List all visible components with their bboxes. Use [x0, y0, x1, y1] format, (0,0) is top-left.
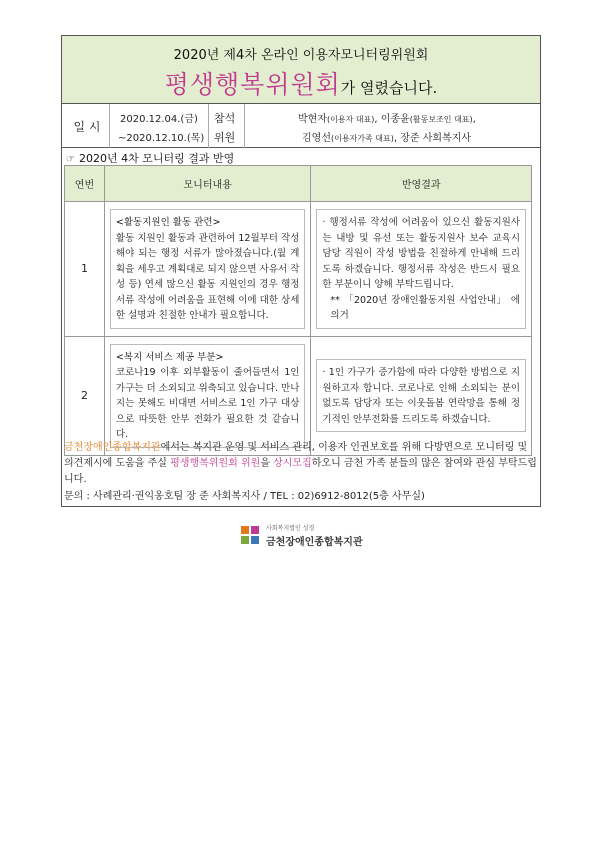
- table-row: [65, 336, 532, 455]
- attendee-name: , 이종윤: [374, 114, 410, 125]
- results-heading: [66, 150, 234, 166]
- monitor-content-box: [110, 344, 306, 448]
- attend-label-2: 위원: [214, 131, 236, 144]
- welfare-center-logo-icon: [240, 525, 260, 545]
- recruit-highlight: 상시모집: [273, 458, 312, 469]
- divider: [244, 104, 245, 148]
- monitor-content-box: [110, 209, 306, 329]
- logo-subtitle: 사회복지법인 성경: [266, 525, 315, 532]
- contact-info: 문의 : 사례관리·권익옹호팀 장 준 사회복지사 / TEL : 02)6912-8012(5층 사무실): [64, 491, 425, 502]
- attendee-name: 박현자: [298, 114, 327, 125]
- meeting-info: [62, 104, 540, 148]
- result-box: [316, 209, 526, 329]
- attendee-role: (이용자가족 대표): [330, 134, 394, 143]
- committee-highlight: 평생행복위원회 위원: [170, 458, 261, 469]
- notice-text: 에서는 복지관 운영 및 서비스 관리, 이용자 인권보호를 위해 다방면으로 모니터링 및 의견제시에 도움을 주실: [64, 442, 528, 469]
- column-header-result: 반영결과: [311, 166, 532, 202]
- recruit-notice: [64, 440, 538, 488]
- table-header-row: [65, 166, 532, 202]
- monitor-content-heading: <복지 서비스 제공 부분>: [115, 351, 224, 363]
- logo-name: 금천장애인종합복지관: [266, 537, 363, 548]
- separator: ,: [472, 114, 476, 125]
- monitor-content-cell: [104, 336, 311, 455]
- result-text: · 1인 가구가 증가함에 따라 다양한 방법으로 지원하고자 합니다. 코로나로 인해 소외되는 분이 없도록 담당자 또는 이웃돌봄 연락망을 통해 정기적인 안부전화를 드리도록 하겠습니다.: [322, 367, 520, 425]
- result-box: [316, 359, 526, 432]
- monitor-content-cell: [104, 202, 311, 337]
- notice-text: 을: [260, 458, 274, 469]
- attend-label-1: 참석: [214, 112, 236, 125]
- attendee-name: 김영선: [302, 133, 331, 144]
- footer-notice: [64, 440, 538, 505]
- result-cell: [311, 202, 532, 337]
- column-header-content: 모니터내용: [104, 166, 311, 202]
- pointing-hand-icon: ☞: [66, 154, 75, 165]
- date-start: 2020.12.04.(금): [120, 114, 198, 125]
- divider: [208, 104, 209, 148]
- results-table: [64, 165, 532, 456]
- results-heading-text: 2020년 4차 모니터링 결과 반영: [78, 152, 235, 165]
- result-text: · 행정서류 작성에 어려움이 있으신 활동지원사는 내방 및 유선 또는 활동지원사 보수 교육시 담당 직원이 작성 방법을 친절하게 안내해 드리도록 하겠습니다. 행정서류 작성은 반드시 필요한 부분이니 양해 부탁드립니다.: [322, 217, 520, 290]
- attendees-line-1: [298, 110, 476, 125]
- attendee-name: , 장준 사회복지사: [393, 133, 472, 144]
- title-banner: [62, 36, 540, 104]
- result-cell: [311, 336, 532, 455]
- attendee-role: (이용자 대표): [326, 115, 375, 124]
- date-label: 일 시: [73, 120, 101, 134]
- monitor-content-text: 활동 지원인 활동과 관련하여 12월부터 작성해야 되는 행정 서류가 많아졌습니다.(월 계획을 세우고 계획대로 되지 않으면 사유서 작성 등) 연세 많으신 활동 지원인의 경우 행정서류 작성에 어려움을 표현해 이에 대한 상세한 설명과 친절한 안내가 필요합니다.: [115, 232, 300, 321]
- monitor-content-heading: <활동지원인 활동 관련>: [115, 217, 221, 228]
- column-header-num: 연번: [65, 166, 105, 202]
- attendee-role: (활동보조인 대표): [409, 115, 473, 124]
- row-number: 1: [65, 202, 105, 337]
- title-subheading: 2020년 제4차 온라인 이용자모니터링위원회: [173, 48, 429, 63]
- table-row: [65, 202, 532, 337]
- date-end: ~2020.12.10.(목): [118, 133, 205, 144]
- org-name: 금천장애인종합복지관: [64, 442, 161, 453]
- committee-name: 평생행복위원회: [164, 70, 341, 99]
- attendees-line-2: [302, 129, 471, 144]
- monitor-content-text: 코로나19 이후 외부활동이 줄어들면서 1인 가구는 더 소외되고 위축되고 있습니다. 만나지는 못해도 비대면 서비스로 1인 가구 대상으로 따뜻한 안부 전화가 필요한 것 같습니다.: [115, 367, 300, 440]
- org-logo: [240, 523, 370, 549]
- result-note: ** 「2020년 장애인활동지원 사업안내」 에 의거: [330, 294, 520, 321]
- title-suffix: 가 열렸습니다.: [340, 79, 438, 97]
- title-main: [62, 65, 540, 101]
- row-number: 2: [65, 336, 105, 455]
- divider: [109, 104, 110, 148]
- notice-text: 하오니 금천 가족 분들의 많은 참여와 관심 부탁드립니다.: [64, 458, 537, 485]
